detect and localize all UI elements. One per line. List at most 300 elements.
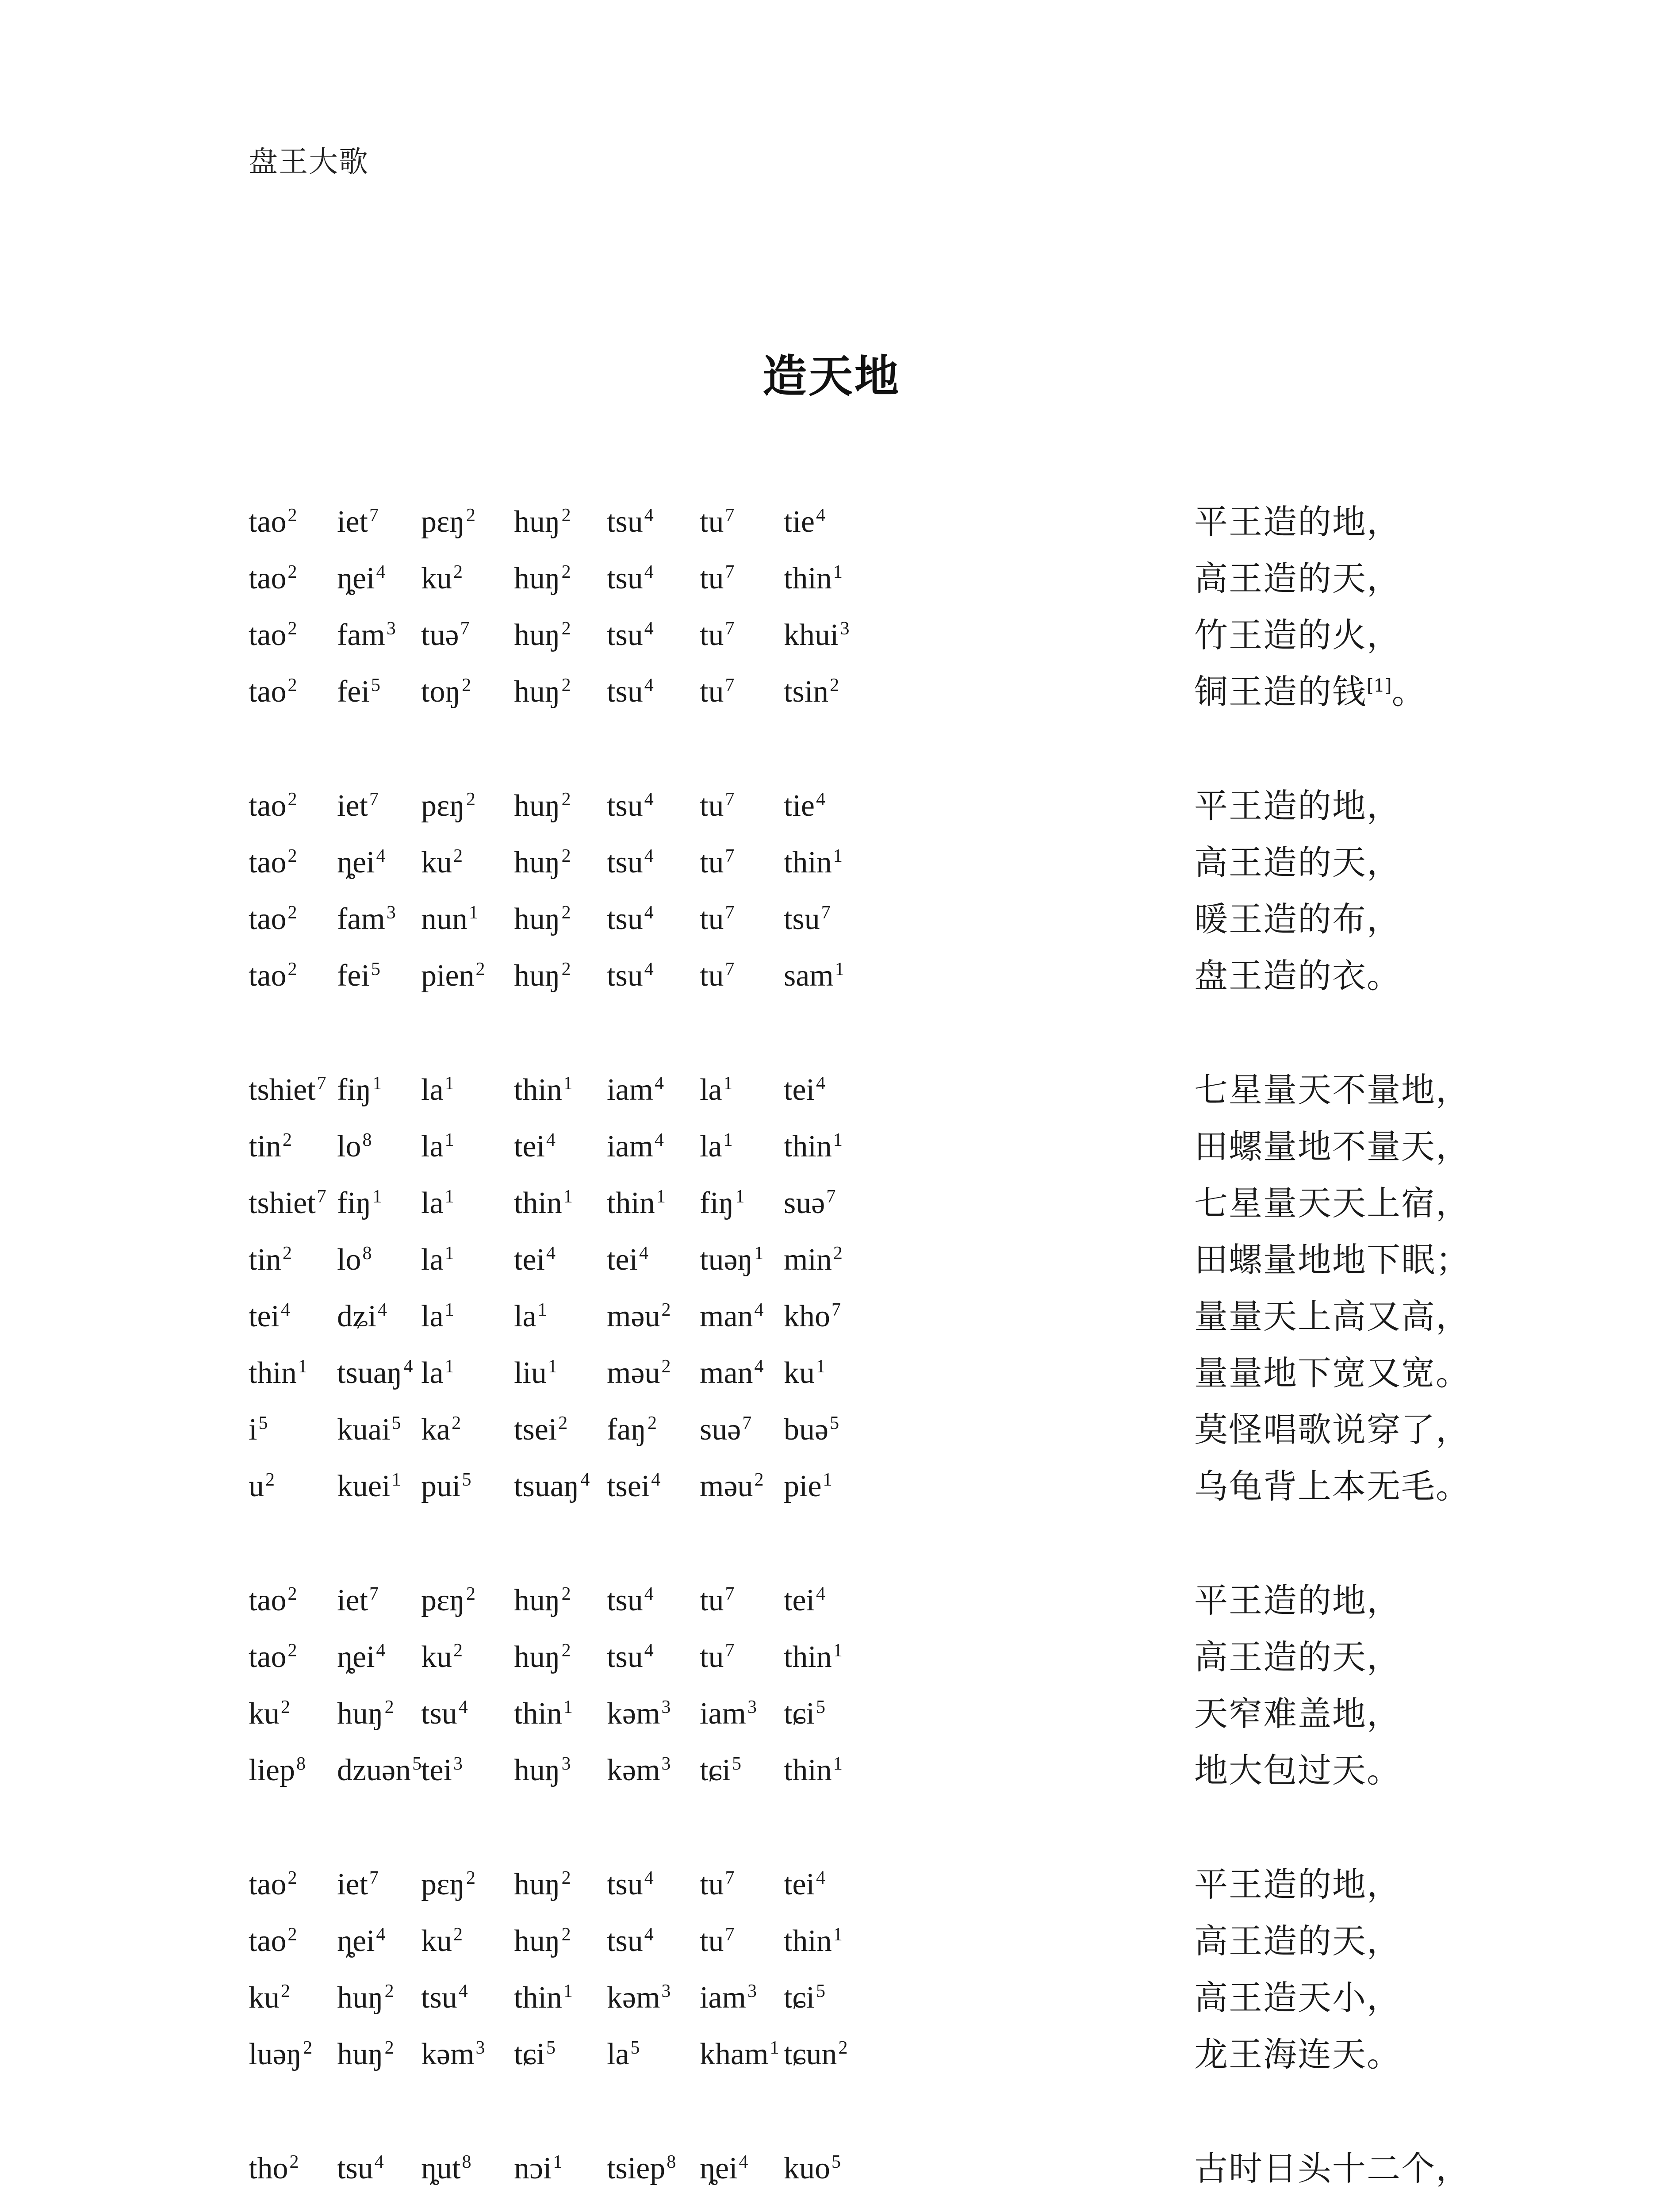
syllable-text: tu bbox=[700, 505, 724, 539]
romanized-syllable bbox=[784, 1294, 841, 1339]
syllable-text: tɕi bbox=[514, 2037, 545, 2071]
tone-number: 1 bbox=[444, 1243, 454, 1263]
romanized-syllable bbox=[249, 954, 297, 998]
syllable-text: nɔi bbox=[514, 2151, 552, 2185]
tone-number: 1 bbox=[823, 1469, 832, 1490]
romanized-syllable bbox=[337, 1238, 372, 1282]
tone-number: 4 bbox=[644, 1924, 654, 1945]
tone-number: 4 bbox=[280, 1299, 290, 1320]
romanized-syllable bbox=[607, 1351, 671, 1395]
translation-text: 铜王造的钱 bbox=[1194, 672, 1367, 711]
syllable-text: tu bbox=[700, 1583, 724, 1617]
tone-number: 1 bbox=[833, 561, 843, 582]
syllable-text: ku bbox=[249, 1981, 280, 2015]
chinese-translation bbox=[1194, 1125, 1470, 1169]
romanized-syllable bbox=[421, 1351, 454, 1395]
romanized-syllable bbox=[421, 1181, 454, 1225]
tone-number: 5 bbox=[391, 1413, 401, 1433]
verse-line bbox=[0, 2147, 1663, 2204]
romanized-syllable bbox=[337, 1351, 413, 1395]
romanized-syllable bbox=[700, 557, 734, 601]
tone-number: 4 bbox=[644, 959, 654, 979]
tone-number: 2 bbox=[838, 2037, 848, 2058]
romanized-syllable bbox=[249, 1351, 307, 1395]
syllable-text: thin bbox=[784, 845, 832, 879]
romanized-syllable bbox=[700, 1068, 733, 1112]
syllable-text: kəm bbox=[421, 2037, 475, 2071]
romanized-syllable bbox=[607, 1408, 657, 1452]
romanized-syllable bbox=[514, 1578, 571, 1623]
romanized-syllable bbox=[421, 1068, 454, 1112]
syllable-text: kuei bbox=[337, 1469, 391, 1503]
running-head: 盘王大歌 bbox=[249, 145, 369, 179]
syllable-text: tao bbox=[249, 789, 287, 823]
tone-number: 7 bbox=[460, 618, 470, 639]
syllable-text: la bbox=[421, 1356, 444, 1390]
syllable-text: huŋ bbox=[514, 1867, 560, 1901]
romanized-syllable bbox=[421, 670, 471, 714]
romanized-syllable bbox=[700, 1238, 763, 1282]
tone-number: 1 bbox=[537, 1299, 547, 1320]
tone-number: 4 bbox=[644, 1867, 654, 1888]
romanized-syllable bbox=[784, 1238, 843, 1282]
romanized-syllable bbox=[337, 1863, 379, 1907]
tone-number: 2 bbox=[265, 1469, 275, 1490]
verse-line bbox=[0, 1125, 1663, 1182]
syllable-text: thin bbox=[514, 1073, 562, 1107]
syllable-text: tsu bbox=[607, 1924, 643, 1958]
tone-number: 2 bbox=[287, 902, 297, 923]
syllable-text: tao bbox=[249, 505, 287, 539]
syllable-text: iet bbox=[337, 1583, 368, 1617]
verse-line bbox=[0, 897, 1663, 955]
syllable-text: tin bbox=[249, 1129, 281, 1164]
verse-line bbox=[0, 1976, 1663, 2033]
romanized-syllable bbox=[607, 557, 654, 601]
romanized-syllable bbox=[249, 841, 297, 885]
romanized-syllable bbox=[700, 670, 734, 714]
syllable-text: thin bbox=[784, 561, 832, 595]
tone-number: 2 bbox=[561, 505, 571, 526]
tone-number: 8 bbox=[667, 2151, 676, 2172]
romanized-syllable bbox=[784, 1692, 825, 1736]
tone-number: 5 bbox=[816, 1981, 825, 2001]
syllable-text: tsu bbox=[607, 618, 643, 652]
romanized-syllable bbox=[607, 1294, 671, 1339]
verse-line bbox=[0, 1408, 1663, 1465]
syllable-text: tao bbox=[249, 1640, 287, 1674]
syllable-text: lo bbox=[337, 1243, 361, 1277]
syllable-text: thin bbox=[514, 1697, 562, 1731]
romanized-syllable bbox=[249, 1464, 275, 1509]
romanized-syllable bbox=[784, 557, 843, 601]
romanized-syllable bbox=[784, 1408, 839, 1452]
syllable-text: buə bbox=[784, 1413, 829, 1447]
syllable-text: iam bbox=[700, 1981, 746, 2015]
romanized-syllable bbox=[249, 1294, 290, 1339]
tone-number: 5 bbox=[371, 959, 380, 979]
chinese-translation bbox=[1194, 500, 1401, 544]
syllable-text: tei bbox=[607, 1243, 638, 1277]
romanized-syllable bbox=[700, 954, 734, 998]
translation-text: 高王造的天， bbox=[1194, 843, 1401, 882]
translation-text: 高王造的天， bbox=[1194, 1921, 1401, 1961]
romanized-syllable bbox=[784, 841, 843, 885]
romanized-syllable bbox=[607, 897, 654, 941]
tone-number: 5 bbox=[830, 1413, 839, 1433]
syllable-text: iam bbox=[607, 1073, 653, 1107]
chinese-translation bbox=[1194, 557, 1401, 601]
tone-number: 3 bbox=[475, 2037, 485, 2058]
romanized-syllable bbox=[249, 500, 297, 544]
syllable-text: min bbox=[784, 1243, 832, 1277]
syllable-text: ȵut bbox=[421, 2151, 461, 2185]
romanized-syllable bbox=[784, 1464, 832, 1509]
tone-number: 2 bbox=[475, 959, 485, 979]
romanized-syllable bbox=[607, 1748, 671, 1793]
tone-number: 1 bbox=[723, 1073, 733, 1094]
tone-number: 1 bbox=[444, 1356, 454, 1377]
translation-text: 七星量天天上宿， bbox=[1194, 1183, 1470, 1223]
tone-number: 5 bbox=[816, 1697, 825, 1717]
romanized-syllable bbox=[249, 1919, 297, 1963]
tone-number: 4 bbox=[754, 1299, 764, 1320]
tone-number: 1 bbox=[833, 1924, 843, 1945]
syllable-text: fiŋ bbox=[700, 1186, 734, 1220]
romanized-syllable bbox=[421, 1464, 471, 1509]
romanized-syllable bbox=[249, 1635, 297, 1679]
tone-number: 4 bbox=[378, 1299, 387, 1320]
romanized-syllable bbox=[337, 2147, 384, 2191]
romanized-syllable bbox=[784, 1068, 825, 1112]
tone-number: 2 bbox=[830, 675, 839, 695]
syllable-text: thin bbox=[514, 1981, 562, 2015]
romanized-syllable bbox=[514, 1294, 547, 1339]
syllable-text: tao bbox=[249, 845, 287, 879]
chinese-translation bbox=[1194, 784, 1401, 828]
tone-number: 2 bbox=[561, 618, 571, 639]
tone-number: 2 bbox=[466, 1867, 476, 1888]
tone-number: 3 bbox=[453, 1753, 463, 1774]
romanized-syllable bbox=[514, 557, 571, 601]
tone-number: 2 bbox=[561, 1640, 571, 1661]
tone-number: 2 bbox=[384, 2037, 394, 2058]
syllable-text: huŋ bbox=[514, 505, 560, 539]
tone-number: 2 bbox=[452, 1413, 461, 1433]
tone-number: 7 bbox=[725, 1583, 735, 1604]
romanized-syllable bbox=[607, 1863, 654, 1907]
romanized-syllable bbox=[607, 670, 654, 714]
syllable-text: tu bbox=[700, 1924, 724, 1958]
tone-number: 4 bbox=[754, 1356, 764, 1377]
tone-number: 7 bbox=[725, 789, 735, 810]
tone-number: 4 bbox=[816, 789, 825, 810]
romanized-syllable bbox=[337, 1692, 394, 1736]
translation-text: 乌龟背上本无毛。 bbox=[1194, 1467, 1470, 1506]
tone-number: 1 bbox=[833, 1640, 843, 1661]
tone-number: 1 bbox=[563, 1186, 573, 1207]
tone-number: 7 bbox=[725, 959, 735, 979]
romanized-syllable bbox=[249, 1578, 297, 1623]
romanized-syllable bbox=[421, 1238, 454, 1282]
tone-number: 4 bbox=[739, 2151, 748, 2172]
chinese-translation bbox=[1194, 1976, 1401, 2020]
chinese-translation bbox=[1194, 1578, 1401, 1623]
tone-number: 1 bbox=[833, 1753, 843, 1774]
tone-number: 8 bbox=[362, 1243, 372, 1263]
translation-text: 平王造的地， bbox=[1194, 502, 1401, 541]
verse-line bbox=[0, 1238, 1663, 1295]
tone-number: 4 bbox=[644, 561, 654, 582]
romanized-syllable bbox=[607, 841, 654, 885]
verse-line bbox=[0, 1294, 1663, 1352]
tone-number: 1 bbox=[770, 2037, 779, 2058]
tone-number: 7 bbox=[725, 902, 735, 923]
romanized-syllable bbox=[700, 897, 734, 941]
verse-line bbox=[0, 1181, 1663, 1239]
syllable-text: pui bbox=[421, 1469, 461, 1503]
syllable-text: tsu bbox=[607, 505, 643, 539]
romanized-syllable bbox=[700, 500, 734, 544]
syllable-text: i bbox=[249, 1413, 257, 1447]
tone-number: 4 bbox=[644, 675, 654, 695]
romanized-syllable bbox=[337, 2032, 394, 2077]
syllable-text: dzuən bbox=[337, 1753, 411, 1787]
syllable-text: tsu bbox=[607, 1640, 643, 1674]
tone-number: 1 bbox=[723, 1129, 733, 1150]
romanized-syllable bbox=[700, 1692, 757, 1736]
translation-text: 古时日头十二个， bbox=[1194, 2149, 1470, 2188]
syllable-text: tsiep bbox=[607, 2151, 666, 2185]
tone-number: 4 bbox=[580, 1469, 590, 1490]
romanized-syllable bbox=[784, 1976, 825, 2020]
romanized-syllable bbox=[607, 613, 654, 657]
verse-line bbox=[0, 841, 1663, 898]
syllable-text: ȵei bbox=[337, 1924, 375, 1958]
romanized-syllable bbox=[784, 954, 844, 998]
syllable-text: ku bbox=[421, 845, 452, 879]
syllable-text: tsu bbox=[607, 902, 643, 936]
chinese-translation bbox=[1194, 1238, 1470, 1282]
tone-number: 4 bbox=[816, 1867, 825, 1888]
tone-number: 4 bbox=[644, 789, 654, 810]
syllable-text: ȵei bbox=[700, 2151, 738, 2185]
romanized-syllable bbox=[421, 1408, 461, 1452]
romanized-syllable bbox=[421, 2032, 485, 2077]
syllable-text: ku bbox=[249, 1697, 280, 1731]
tone-number: 4 bbox=[644, 1640, 654, 1661]
romanized-syllable bbox=[784, 670, 839, 714]
syllable-text: ȵei bbox=[337, 1640, 375, 1674]
tone-number: 2 bbox=[453, 1924, 463, 1945]
verse-line bbox=[0, 1919, 1663, 1977]
chinese-translation bbox=[1194, 613, 1401, 657]
syllable-text: la bbox=[421, 1186, 444, 1220]
tone-number: 4 bbox=[376, 845, 386, 866]
syllable-text: tei bbox=[784, 1583, 815, 1617]
tone-number: 4 bbox=[654, 1129, 664, 1150]
chinese-translation bbox=[1194, 2032, 1401, 2077]
tone-number: 1 bbox=[548, 1356, 557, 1377]
syllable-text: kuai bbox=[337, 1413, 391, 1447]
syllable-text: huŋ bbox=[514, 618, 560, 652]
tone-number: 2 bbox=[661, 1299, 671, 1320]
romanized-syllable bbox=[421, 1976, 468, 2020]
syllable-text: huŋ bbox=[337, 2037, 383, 2071]
tone-number: 7 bbox=[725, 505, 735, 526]
romanized-syllable bbox=[421, 500, 475, 544]
syllable-text: tu bbox=[700, 902, 724, 936]
verse-line bbox=[0, 784, 1663, 841]
syllable-text: pɛŋ bbox=[421, 1867, 465, 1901]
tone-number: 1 bbox=[444, 1299, 454, 1320]
romanized-syllable bbox=[249, 613, 297, 657]
syllable-text: la bbox=[700, 1129, 722, 1164]
romanized-syllable bbox=[337, 841, 386, 885]
syllable-text: tho bbox=[249, 2151, 288, 2185]
romanized-syllable bbox=[700, 784, 734, 828]
syllable-text: tao bbox=[249, 618, 287, 652]
syllable-text: lo bbox=[337, 1129, 361, 1164]
tone-number: 4 bbox=[639, 1243, 648, 1263]
translation-text: 量量天上高又高， bbox=[1194, 1297, 1470, 1336]
tone-number: 7 bbox=[369, 789, 379, 810]
romanized-syllable bbox=[514, 1181, 573, 1225]
verse-line bbox=[0, 613, 1663, 671]
chinese-translation bbox=[1194, 2147, 1470, 2191]
tone-number: 2 bbox=[287, 959, 297, 979]
chinese-translation bbox=[1194, 897, 1401, 941]
romanized-syllable bbox=[514, 954, 571, 998]
romanized-syllable bbox=[700, 1351, 764, 1395]
tone-number: 4 bbox=[644, 845, 654, 866]
syllable-text: tsu bbox=[337, 2151, 373, 2185]
tone-number: 8 bbox=[296, 1753, 306, 1774]
chinese-translation bbox=[1194, 1294, 1470, 1339]
romanized-syllable bbox=[784, 2147, 841, 2191]
syllable-text: ku bbox=[784, 1356, 815, 1390]
translation-text: 田螺量地不量天， bbox=[1194, 1127, 1470, 1166]
translation-text: 地大包过天。 bbox=[1194, 1751, 1401, 1790]
tone-number: 2 bbox=[561, 959, 571, 979]
romanized-syllable bbox=[249, 897, 297, 941]
tone-number: 5 bbox=[546, 2037, 556, 2058]
tone-number: 2 bbox=[303, 2037, 313, 2058]
romanized-syllable bbox=[700, 841, 734, 885]
syllable-text: tao bbox=[249, 675, 287, 709]
syllable-text: huŋ bbox=[337, 1981, 383, 2015]
romanized-syllable bbox=[249, 1748, 306, 1793]
tone-number: 1 bbox=[754, 1243, 764, 1263]
verse-line bbox=[0, 670, 1663, 727]
syllable-text: tao bbox=[249, 959, 287, 993]
tone-number: 4 bbox=[644, 618, 654, 639]
romanized-syllable bbox=[784, 1181, 835, 1225]
tone-number: 4 bbox=[816, 505, 825, 526]
syllable-text: iet bbox=[337, 505, 368, 539]
tone-number: 4 bbox=[816, 1073, 825, 1094]
romanized-syllable bbox=[784, 1125, 843, 1169]
syllable-text: huŋ bbox=[514, 1640, 560, 1674]
tone-number: 2 bbox=[289, 2151, 299, 2172]
syllable-text: huŋ bbox=[337, 1697, 383, 1731]
translation-text: 高王造的天， bbox=[1194, 559, 1401, 598]
romanized-syllable bbox=[784, 784, 825, 828]
syllable-text: tsu bbox=[607, 789, 643, 823]
romanized-syllable bbox=[607, 1635, 654, 1679]
syllable-text: huŋ bbox=[514, 902, 560, 936]
syllable-text: toŋ bbox=[421, 675, 461, 709]
tone-number: 5 bbox=[732, 1753, 741, 1774]
tone-number: 1 bbox=[816, 1356, 825, 1377]
syllable-text: tsu bbox=[607, 845, 643, 879]
romanized-syllable bbox=[514, 1408, 567, 1452]
romanized-syllable bbox=[514, 1068, 573, 1112]
tone-number: 7 bbox=[826, 1186, 836, 1207]
syllable-text: la bbox=[700, 1073, 722, 1107]
romanized-syllable bbox=[337, 557, 386, 601]
romanized-syllable bbox=[784, 2032, 848, 2077]
tone-number: 3 bbox=[386, 618, 396, 639]
tone-number: 2 bbox=[287, 789, 297, 810]
romanized-syllable bbox=[514, 613, 571, 657]
syllable-text: tuəŋ bbox=[700, 1243, 753, 1277]
tone-number: 7 bbox=[317, 1073, 326, 1094]
romanized-syllable bbox=[514, 897, 571, 941]
romanized-syllable bbox=[514, 500, 571, 544]
tone-number: 8 bbox=[362, 1129, 372, 1150]
romanized-syllable bbox=[514, 1464, 590, 1509]
tone-number: 4 bbox=[644, 505, 654, 526]
syllable-text: la bbox=[421, 1299, 444, 1333]
tone-number: 7 bbox=[725, 561, 735, 582]
tone-number: 4 bbox=[546, 1129, 556, 1150]
tone-number: 1 bbox=[833, 845, 843, 866]
tone-number: 7 bbox=[369, 1583, 379, 1604]
tone-number: 2 bbox=[453, 1640, 463, 1661]
romanized-syllable bbox=[249, 1238, 292, 1282]
romanized-syllable bbox=[784, 1635, 843, 1679]
tone-number: 4 bbox=[458, 1981, 468, 2001]
syllable-text: tɕi bbox=[784, 1697, 815, 1731]
syllable-text: huŋ bbox=[514, 561, 560, 595]
tone-number: 1 bbox=[444, 1129, 454, 1150]
syllable-text: məu bbox=[607, 1356, 660, 1390]
romanized-syllable bbox=[514, 1635, 571, 1679]
syllable-text: tei bbox=[249, 1299, 280, 1333]
syllable-text: iet bbox=[337, 789, 368, 823]
tone-number: 4 bbox=[374, 2151, 384, 2172]
syllable-text: la bbox=[514, 1299, 536, 1333]
chinese-translation bbox=[1194, 670, 1426, 714]
romanized-syllable bbox=[249, 1863, 297, 1907]
syllable-text: tao bbox=[249, 561, 287, 595]
tone-number: 3 bbox=[747, 1697, 757, 1717]
romanized-syllable bbox=[700, 1181, 744, 1225]
chinese-translation bbox=[1194, 1068, 1470, 1112]
syllable-text: tu bbox=[700, 1640, 724, 1674]
syllable-text: thin bbox=[784, 1924, 832, 1958]
translation-text: 竹王造的火， bbox=[1194, 615, 1401, 655]
footnote-marker[interactable]: [1] bbox=[1367, 676, 1392, 696]
tone-number: 4 bbox=[376, 1924, 386, 1945]
tone-number: 1 bbox=[391, 1469, 401, 1490]
translation-text: 平王造的地， bbox=[1194, 1581, 1401, 1620]
syllable-text: kham bbox=[700, 2037, 769, 2071]
syllable-text: tɕun bbox=[784, 2037, 837, 2071]
verse-line bbox=[0, 1692, 1663, 1749]
verse-line bbox=[0, 1635, 1663, 1693]
